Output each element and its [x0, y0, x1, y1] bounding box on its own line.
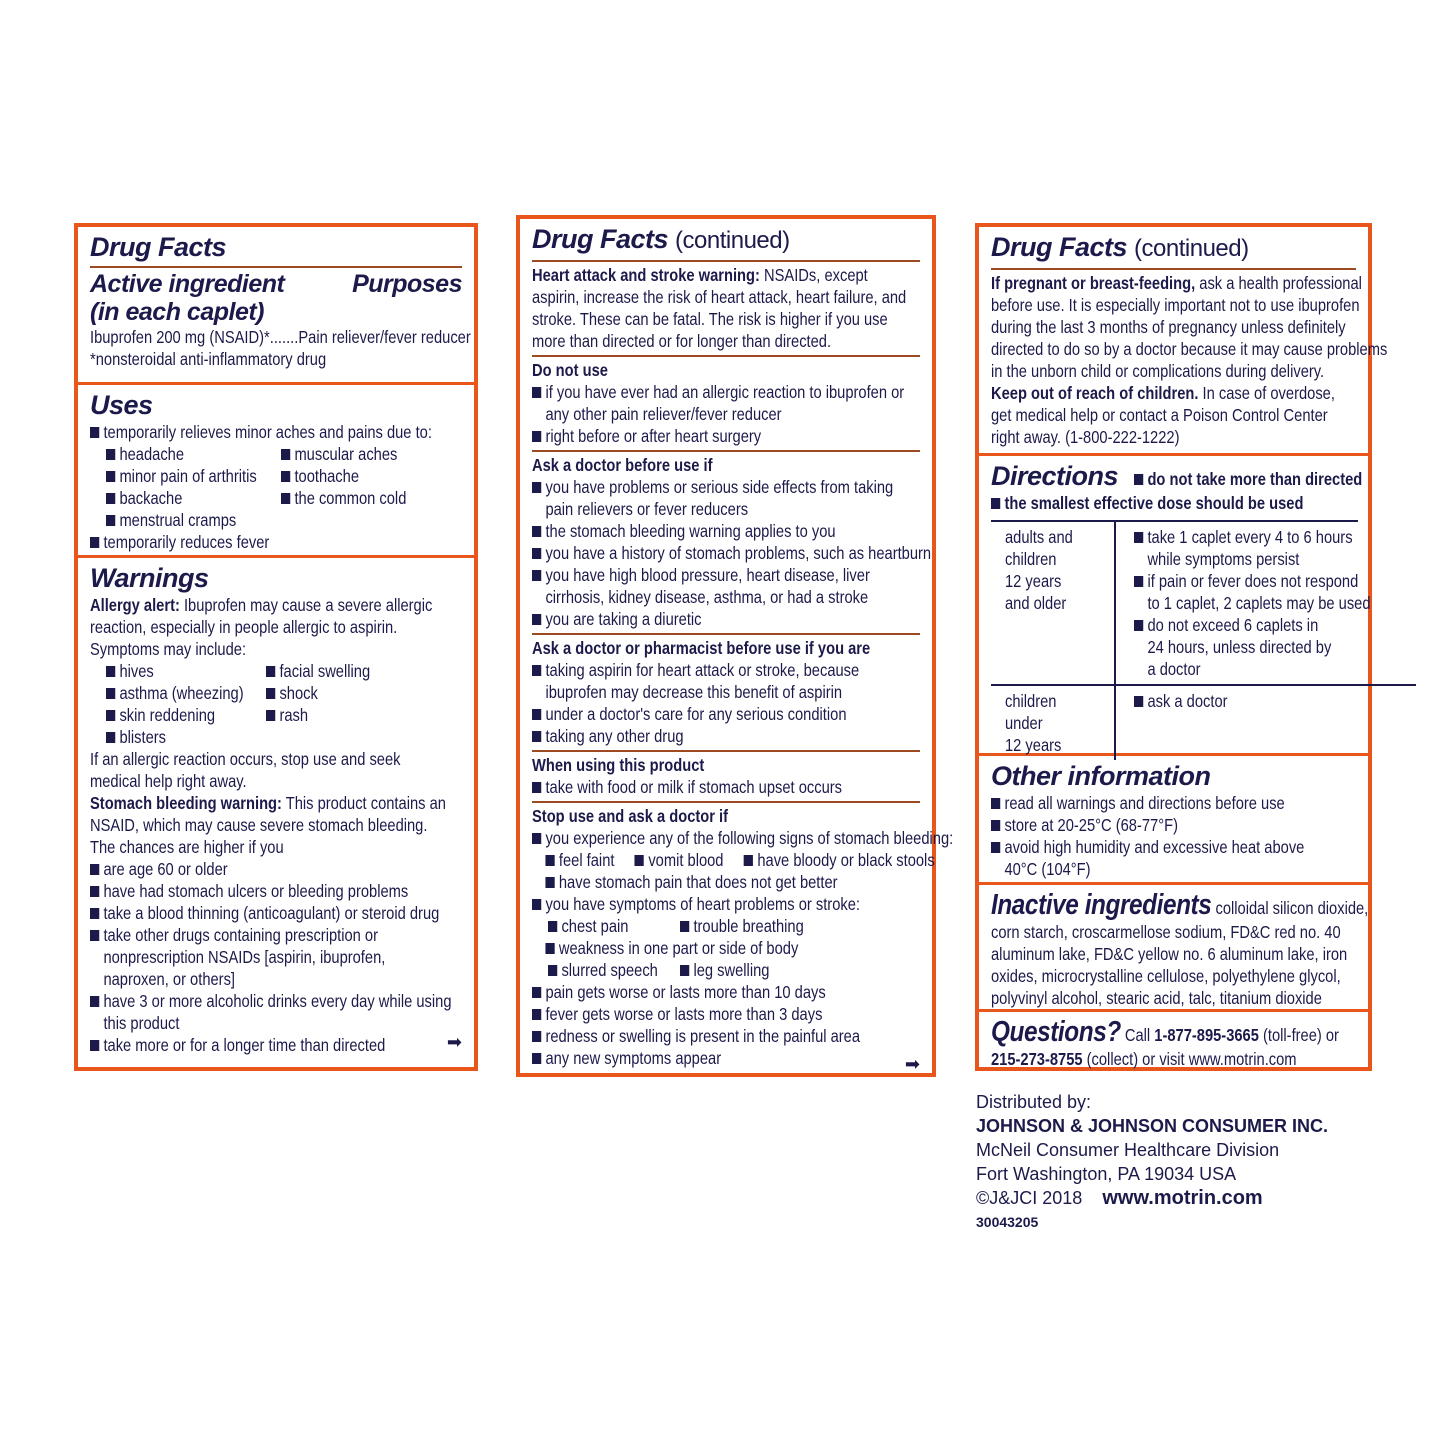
- directions-note: the smallest effective dose should be used: [991, 492, 1358, 514]
- keep-out-text: get medical help or contact a Poison Control Center: [991, 405, 1328, 425]
- bullet-icon: [106, 666, 115, 677]
- inactive-text: corn starch, croscarmellose sodium, FD&C red no. 40: [991, 922, 1341, 942]
- questions-section: [979, 1012, 1368, 1073]
- heart-warning: Heart attack and stroke warning: NSAIDs, except: [532, 265, 868, 285]
- list-subitem: chest pain: [548, 915, 680, 937]
- bullet-icon: [548, 921, 557, 932]
- stomach-item-cont: naproxen, or others]: [103, 969, 236, 989]
- bullet-icon: [532, 1031, 541, 1042]
- when-using-section: [532, 750, 920, 798]
- bullet-icon: [266, 666, 275, 677]
- stop-use-heading: Stop use and ask a doctor if: [532, 806, 729, 826]
- stomach-item: take a blood thinning (anticoagulant) or steroid drug: [90, 902, 462, 924]
- continue-arrow-icon: ➡: [446, 1032, 462, 1052]
- list-item: redness or swelling is present in the painful area: [532, 1025, 920, 1047]
- bullet-icon: [680, 965, 689, 976]
- list-subitem: leg swelling: [680, 959, 786, 981]
- stomach-item-cont: nonprescription NSAIDs [aspirin, ibuprofen,: [103, 947, 386, 967]
- heart-text: aspirin, increase the risk of heart attack, heart failure, and: [532, 287, 907, 307]
- list-subitem: trouble breathing: [680, 915, 827, 937]
- bullet-icon: [106, 688, 115, 699]
- inactive-text: aluminum lake, FD&C yellow no. 6 aluminum lake, iron: [991, 944, 1348, 964]
- uses-subitem: toothache: [281, 465, 430, 487]
- allergy-text: Symptoms may include:: [90, 639, 247, 659]
- ask-pharmacist-section: [532, 633, 920, 747]
- collect-phone: 215-273-8755: [991, 1049, 1083, 1069]
- bullet-icon: [532, 1053, 541, 1064]
- stomach-text: The chances are higher if you: [90, 837, 284, 857]
- bullet-icon: [532, 987, 541, 998]
- distributor-info: [976, 1090, 1328, 1234]
- list-item: you have high blood pressure, heart disease, liver: [532, 564, 920, 586]
- stomach-item: have 3 or more alcoholic drinks every day while using: [90, 990, 462, 1012]
- bullet-icon: [90, 996, 99, 1007]
- bullet-icon: [90, 537, 99, 548]
- list-item: you are taking a diuretic: [532, 608, 920, 630]
- symptom-item: facial swelling: [266, 660, 390, 682]
- bullet-icon: [106, 493, 115, 504]
- uses-heading: Uses: [90, 390, 153, 420]
- bullet-icon: [548, 965, 557, 976]
- bullet-icon: [266, 710, 275, 721]
- stomach-item: take more or for a longer time than directed: [90, 1034, 462, 1056]
- pregnancy-text: before use. It is especially important not to use ibuprofen: [991, 295, 1360, 315]
- list-item: take with food or milk if stomach upset occurs: [532, 776, 920, 798]
- pregnancy-warning: If pregnant or breast-feeding, ask a health professional: [991, 273, 1362, 293]
- bullet-icon: [532, 1009, 541, 1020]
- symptom-item: skin reddening: [106, 704, 266, 726]
- toll-free-phone: 1-877-895-3665: [1154, 1025, 1259, 1045]
- list-item-cont: ibuprofen may decrease this benefit of aspirin: [545, 682, 843, 702]
- heart-text: stroke. These can be fatal. The risk is higher if you use: [532, 309, 888, 329]
- continue-arrow-icon: ➡: [904, 1054, 920, 1074]
- stomach-item: take other drugs containing prescription or: [90, 924, 462, 946]
- bullet-icon: [90, 1040, 99, 1051]
- warnings-heading: Warnings: [90, 563, 209, 593]
- panel-title: Drug Facts (continued): [532, 224, 790, 254]
- stop-use-section: [532, 801, 954, 1069]
- stomach-warning: Stomach bleeding warning: This product contains an: [90, 793, 446, 813]
- bullet-icon: [545, 877, 554, 888]
- bullet-icon: [1134, 532, 1143, 543]
- bullet-icon: [532, 731, 541, 742]
- bullet-icon: [991, 798, 1000, 809]
- list-item: you have a history of stomach problems, such as heartburn: [532, 542, 920, 564]
- list-item: the stomach bleeding warning applies to you: [532, 520, 920, 542]
- stomach-item: are age 60 or older: [90, 858, 462, 880]
- bullet-icon: [532, 614, 541, 625]
- uses-item: temporarily relieves minor aches and pains due to:: [90, 421, 462, 443]
- list-item-cont: cirrhosis, kidney disease, asthma, or had a stroke: [545, 587, 869, 607]
- list-item: you have problems or serious side effects from taking: [532, 476, 920, 498]
- age-cell: adults and children 12 years and older: [991, 522, 1116, 684]
- pregnancy-text: directed to do so by a doctor because it may cause problems: [991, 339, 1388, 359]
- list-item: avoid high humidity and excessive heat above: [991, 836, 1356, 858]
- bullet-icon: [532, 665, 541, 676]
- bullet-icon: [106, 515, 115, 526]
- bullet-icon: [532, 570, 541, 581]
- bullet-icon: [532, 709, 541, 720]
- list-subitem: weakness in one part or side of body: [532, 937, 933, 959]
- list-item: pain gets worse or lasts more than 10 days: [532, 981, 920, 1003]
- list-subitem: have stomach pain that does not get better: [532, 871, 933, 893]
- list-item: right before or after heart surgery: [532, 425, 920, 447]
- list-item: under a doctor's care for any serious condition: [532, 703, 920, 725]
- bullet-icon: [532, 482, 541, 493]
- dose-cell: ask a doctor: [1116, 684, 1416, 760]
- bullet-icon: [106, 449, 115, 460]
- pregnancy-text: during the last 3 months of pregnancy unless definitely: [991, 317, 1346, 337]
- uses-subitem: minor pain of arthritis: [106, 465, 281, 487]
- active-ingredient-line: Ibuprofen 200 mg (NSAID)*.......Pain reliever/fever reducer: [90, 327, 471, 347]
- pregnancy-section: [979, 227, 1388, 456]
- bullet-icon: [90, 930, 99, 941]
- list-item: you experience any of the following signs of stomach bleeding:: [532, 827, 920, 849]
- list-item-cont: 40°C (104°F): [1004, 859, 1091, 879]
- other-info-section: [979, 756, 1368, 885]
- active-ingredient-subheading: (in each caplet): [90, 298, 264, 326]
- active-ingredient-note: *nonsteroidal anti-inflammatory drug: [90, 349, 327, 369]
- symptom-item: hives: [106, 660, 266, 682]
- continued-section: [520, 219, 954, 1079]
- allergy-alert: Allergy alert: Ibuprofen may cause a severe allergic: [90, 595, 433, 615]
- bullet-icon: [532, 431, 541, 442]
- uses-section: [78, 385, 474, 558]
- bullet-icon: [532, 899, 541, 910]
- bullet-icon: [532, 782, 541, 793]
- list-item: you have symptoms of heart problems or stroke:: [532, 893, 920, 915]
- bullet-icon: [90, 427, 99, 438]
- allergy-text: If an allergic reaction occurs, stop use and seek: [90, 749, 401, 769]
- inactive-ingredients-line: Inactive ingredients colloidal silicon dioxide,: [991, 889, 1369, 921]
- list-subitems: feel faint vomit blood have bloody or black stools: [532, 849, 933, 871]
- bullet-icon: [281, 493, 290, 504]
- pregnancy-text: in the unborn child or complications during delivery.: [991, 361, 1325, 381]
- drug-facts-panel-2: [517, 216, 954, 1076]
- symptom-item: blisters: [106, 726, 266, 748]
- panel-title: Drug Facts: [90, 232, 227, 262]
- symptom-item: asthma (wheezing): [106, 682, 266, 704]
- bullet-icon: [635, 855, 644, 866]
- purposes-heading: Purposes: [352, 270, 462, 298]
- questions-line: 215-273-8755 (collect) or visit www.motrin.com: [991, 1049, 1297, 1069]
- directions-header: [991, 460, 1363, 492]
- list-item: taking aspirin for heart attack or stroke, because: [532, 659, 920, 681]
- bullet-icon: [106, 710, 115, 721]
- inactive-text: polyvinyl alcohol, stearic acid, talc, titanium dioxide: [991, 988, 1322, 1008]
- bullet-icon: [90, 908, 99, 919]
- questions-line: Questions? Call 1-877-895-3665 (toll-free) or: [991, 1016, 1339, 1048]
- bullet-icon: [532, 526, 541, 537]
- uses-subitem: menstrual cramps: [106, 509, 281, 531]
- dose-cell: take 1 caplet every 4 to 6 hours while symptoms persist if pain or fever does not respond to 1 caplet, 2 caplets may be used do not exceed 6 caplets in 24 hours, unless directed by a doctor: [1116, 522, 1416, 684]
- bullet-icon: [1134, 620, 1143, 631]
- copyright-line: ©J&JCI 2018 www.motrin.com: [976, 1187, 1263, 1209]
- bullet-icon: [991, 820, 1000, 831]
- keep-out-text: right away. (1-800-222-1222): [991, 427, 1180, 447]
- product-code: 30043205: [976, 1214, 1039, 1230]
- bullet-icon: [281, 471, 290, 482]
- address: Fort Washington, PA 19034 USA: [976, 1164, 1237, 1184]
- list-item-cont: pain relievers or fever reducers: [545, 499, 749, 519]
- company-name: JOHNSON & JOHNSON CONSUMER INC.: [976, 1116, 1329, 1136]
- list-item: read all warnings and directions before use: [991, 792, 1356, 814]
- bullet-icon: [991, 842, 1000, 853]
- heart-text: more than directed or for longer than directed.: [532, 331, 832, 351]
- active-ingredient-heading: Active ingredient: [90, 270, 285, 298]
- do-not-use-section: [532, 355, 920, 447]
- directions-table: [991, 520, 1371, 760]
- bullet-icon: [90, 886, 99, 897]
- bullet-icon: [532, 387, 541, 398]
- bullet-icon: [90, 864, 99, 875]
- keep-out-warning: Keep out of reach of children. In case of overdose,: [991, 383, 1335, 403]
- list-item: any new symptoms appear: [532, 1047, 920, 1069]
- inactive-text: oxides, microcrystalline cellulose, polyethylene glycol,: [991, 966, 1341, 986]
- bullet-icon: [532, 548, 541, 559]
- bullet-icon: [744, 855, 753, 866]
- uses-subitem: backache: [106, 487, 281, 509]
- do-not-use-heading: Do not use: [532, 360, 608, 380]
- bullet-icon: [545, 943, 554, 954]
- bullet-icon: [545, 855, 554, 866]
- age-cell: children under 12 years: [991, 684, 1116, 760]
- uses-item: temporarily reduces fever: [90, 531, 462, 553]
- website: www.motrin.com: [1102, 1187, 1263, 1209]
- bullet-icon: [680, 921, 689, 932]
- list-subitem: slurred speech: [548, 959, 680, 981]
- list-item: fever gets worse or lasts more than 3 days: [532, 1003, 920, 1025]
- bullet-icon: [532, 833, 541, 844]
- bullet-icon: [991, 498, 1000, 509]
- drug-facts-panel-3: [976, 224, 1388, 1070]
- drug-facts-panel-1: [75, 224, 477, 1070]
- list-item: taking any other drug: [532, 725, 920, 747]
- list-item: if you have ever had an allergic reaction to ibuprofen or: [532, 381, 920, 403]
- directions-note: do not take more than directed: [1134, 468, 1362, 490]
- warnings-section: [78, 558, 474, 1059]
- list-item: store at 20-25°C (68-77°F): [991, 814, 1356, 836]
- uses-subitem: muscular aches: [281, 443, 430, 465]
- ask-pharmacist-heading: Ask a doctor or pharmacist before use if you are: [532, 638, 871, 658]
- stomach-text: NSAID, which may cause severe stomach bleeding.: [90, 815, 428, 835]
- other-info-heading: Other information: [991, 761, 1211, 791]
- bullet-icon: [1134, 696, 1143, 707]
- ask-doctor-section: [532, 450, 932, 630]
- allergy-text: reaction, especially in people allergic to aspirin.: [90, 617, 398, 637]
- uses-subitem: headache: [106, 443, 281, 465]
- bullet-icon: [1134, 474, 1143, 485]
- symptom-item: shock: [266, 682, 390, 704]
- bullet-icon: [281, 449, 290, 460]
- symptom-item: rash: [266, 704, 390, 726]
- bullet-icon: [106, 471, 115, 482]
- list-item-cont: any other pain reliever/fever reducer: [545, 404, 782, 424]
- allergy-text: medical help right away.: [90, 771, 247, 791]
- division-name: McNeil Consumer Healthcare Division: [976, 1140, 1280, 1160]
- bullet-icon: [106, 732, 115, 743]
- distributed-by: Distributed by:: [976, 1092, 1092, 1112]
- panel-title: Drug Facts (continued): [991, 232, 1249, 262]
- directions-section: [979, 456, 1371, 756]
- stomach-item: have had stomach ulcers or bleeding problems: [90, 880, 462, 902]
- active-ingredient-section: [78, 227, 474, 385]
- bullet-icon: [266, 688, 275, 699]
- inactive-ingredients-section: [979, 885, 1368, 1012]
- bullet-icon: [1134, 576, 1143, 587]
- stomach-item-cont: this product: [103, 1013, 180, 1033]
- uses-subitem: the common cold: [281, 487, 430, 509]
- ask-doctor-heading: Ask a doctor before use if: [532, 455, 713, 475]
- directions-heading: Directions: [991, 461, 1119, 491]
- when-using-heading: When using this product: [532, 755, 705, 775]
